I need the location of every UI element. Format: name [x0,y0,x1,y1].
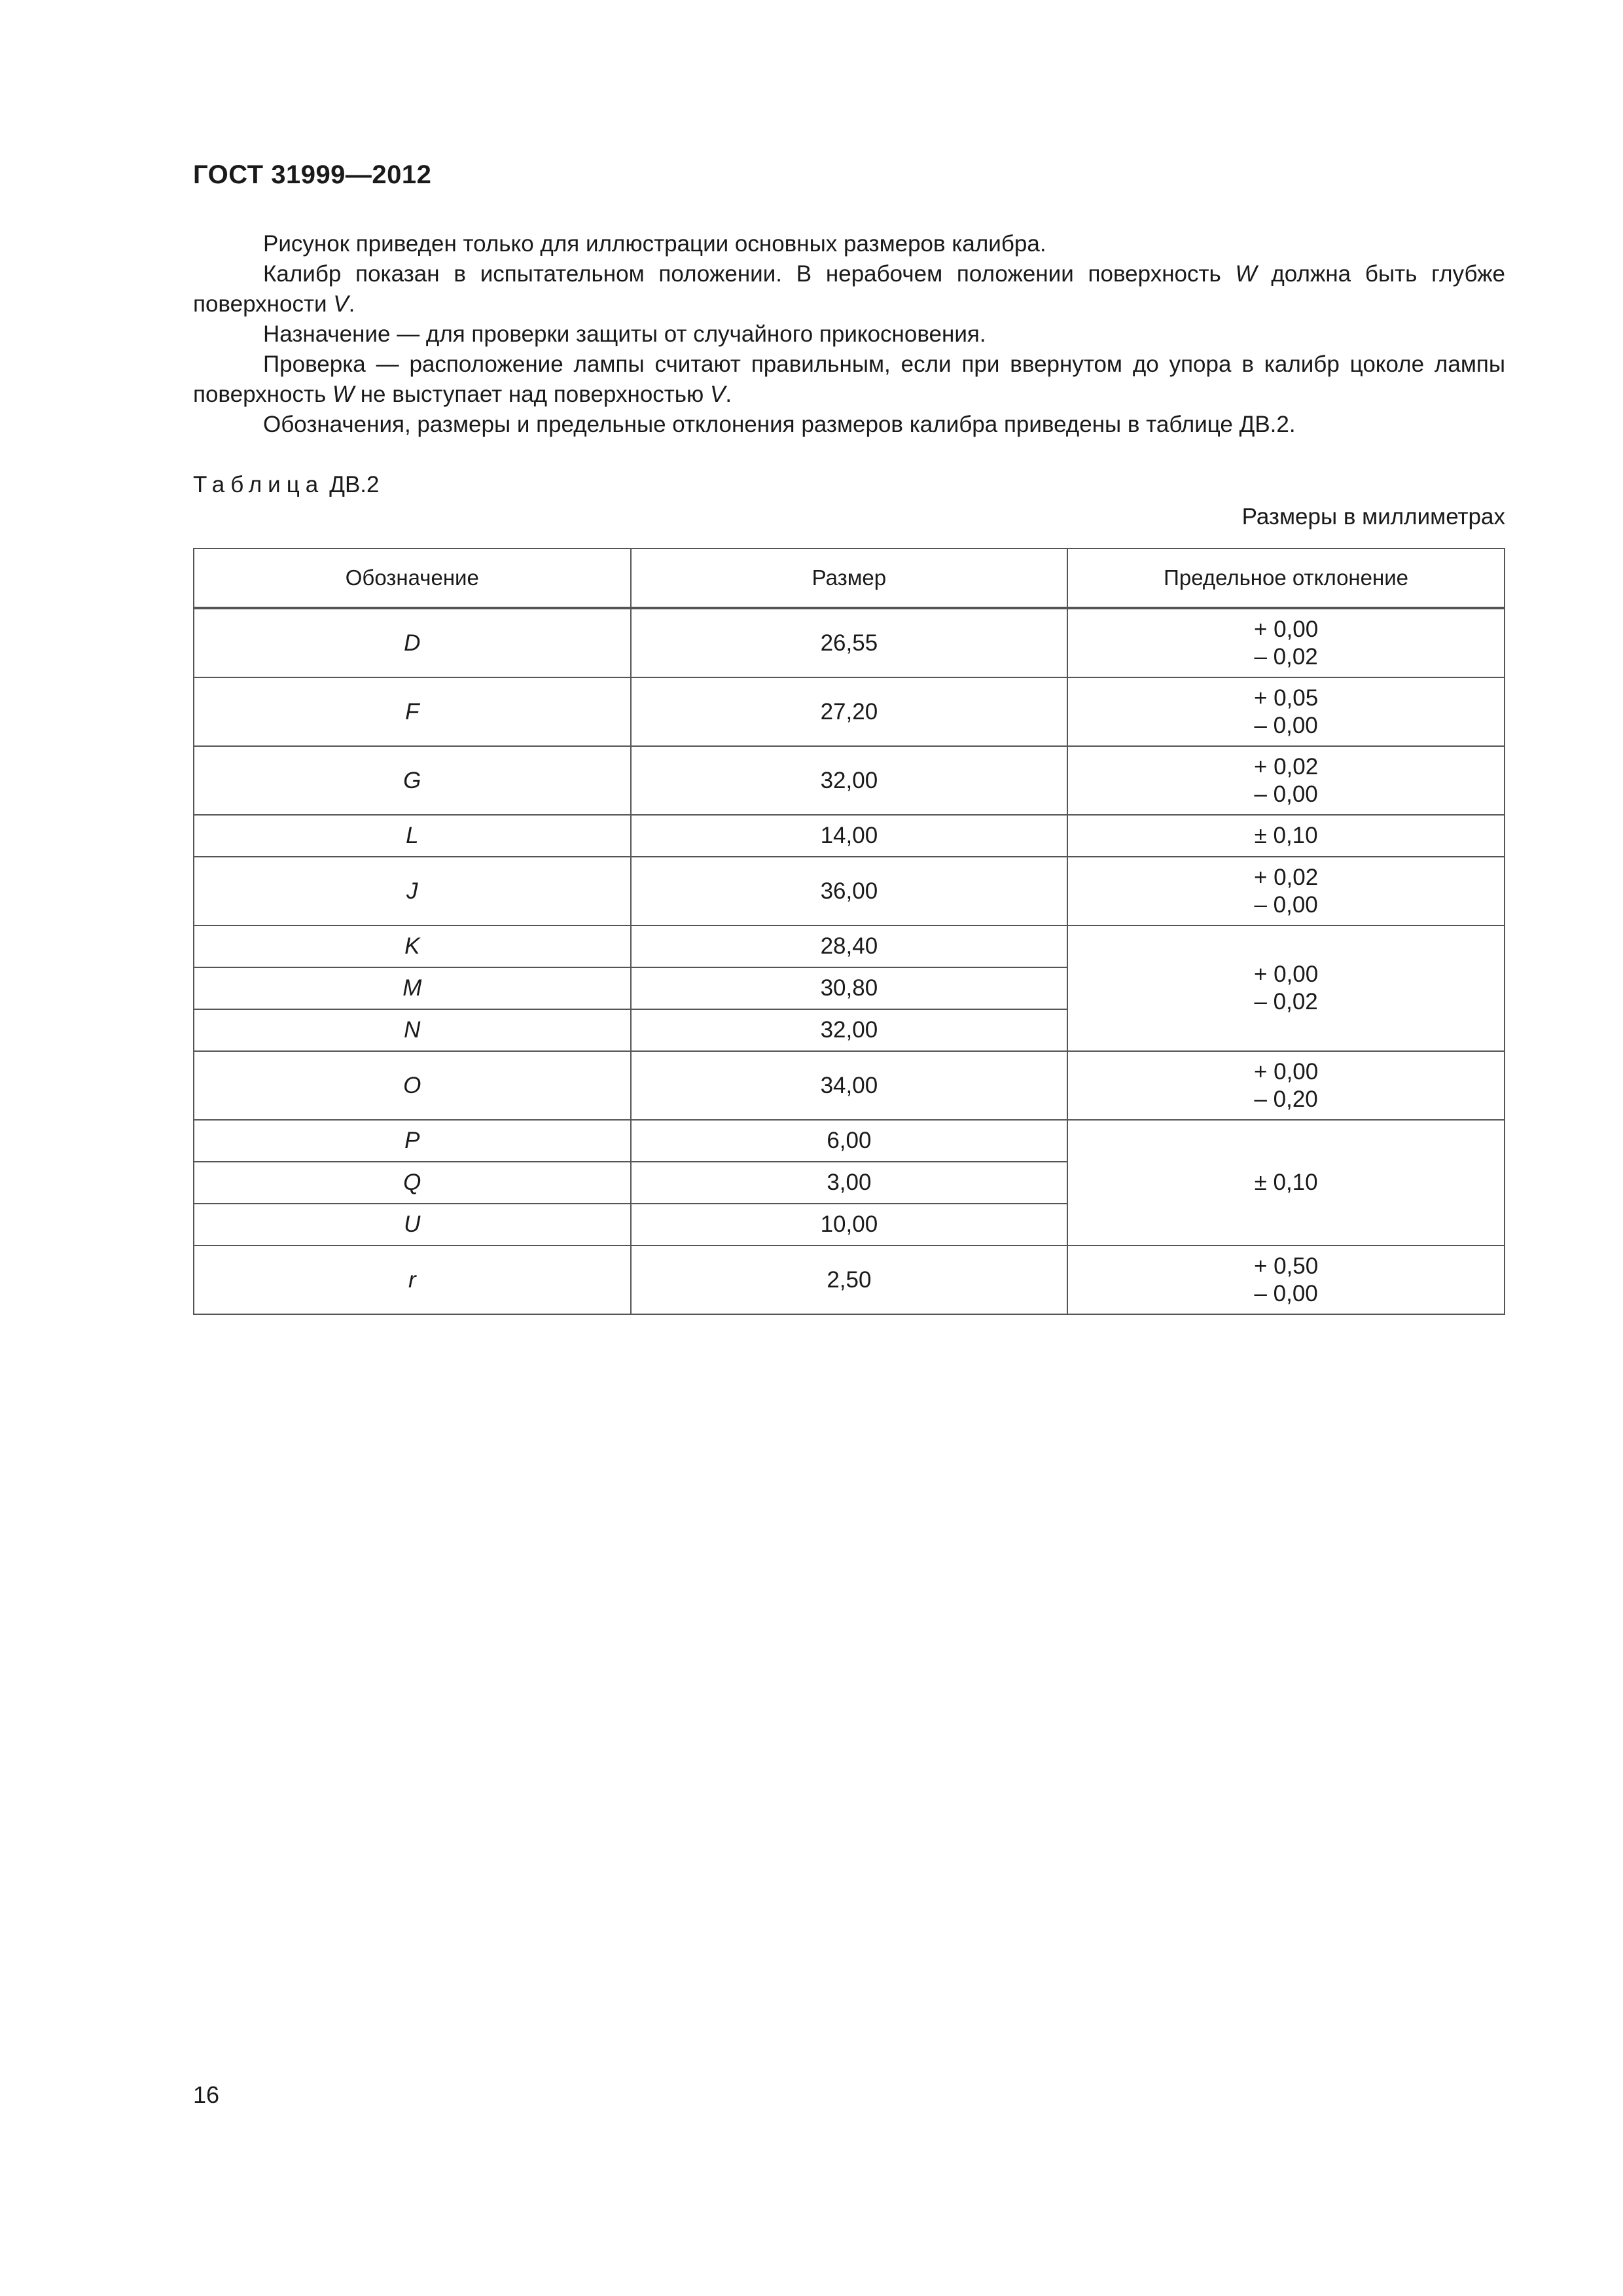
table-row [194,857,1505,925]
symbol-cell: K [194,925,631,967]
table-caption [193,470,379,500]
symbol-w: W [332,382,354,407]
paragraph-1: Рисунок приведен только для иллюстрации основных размеров калибра. [263,231,1046,257]
size-cell: 10,00 [631,1204,1068,1246]
column-header-designation: Обозначение [194,548,631,608]
symbol-cell: L [194,815,631,857]
deviation-cell-group-kmn: + 0,00 – 0,02 [1067,925,1505,1051]
document-header: ГОСТ 31999—2012 [193,160,432,189]
paragraph-5: Обозначения, размеры и предельные отклонения размеров калибра приведены в таблице ДВ.2. [263,412,1296,437]
table-row [194,1246,1505,1314]
table-header-row [194,548,1505,608]
size-cell: 32,00 [631,1009,1068,1051]
size-cell: 26,55 [631,608,1068,677]
table-row [194,925,1505,967]
table-row [194,1120,1505,1162]
deviation-cell: + 0,00 – 0,20 [1067,1051,1505,1120]
deviation-cell: + 0,02 – 0,00 [1067,857,1505,925]
size-cell: 30,80 [631,967,1068,1009]
symbol-cell: G [194,746,631,815]
deviation-cell: ± 0,10 [1067,815,1505,857]
paragraph-4: Проверка — расположение лампы считают правильным, если при ввернутом до упора в калибр цоколе лампы поверхность W не выступает над поверхностью V. [193,351,1505,407]
symbol-cell: U [194,1204,631,1246]
deviation-cell-group-pqu: ± 0,10 [1067,1120,1505,1246]
dimensions-table [193,548,1505,1315]
size-cell: 2,50 [631,1246,1068,1314]
symbol-cell: O [194,1051,631,1120]
size-cell: 14,00 [631,815,1068,857]
symbol-cell: P [194,1120,631,1162]
deviation-cell: + 0,50 – 0,00 [1067,1246,1505,1314]
deviation-cell: + 0,02 – 0,00 [1067,746,1505,815]
paragraph-3: Назначение — для проверки защиты от случайного прикосновения. [263,321,986,347]
size-cell: 28,40 [631,925,1068,967]
symbol-w: W [1235,261,1257,287]
deviation-cell: + 0,05 – 0,00 [1067,677,1505,746]
table-caption-word: Таблица [193,472,325,497]
symbol-v: V [333,291,349,317]
table-row [194,1051,1505,1120]
page-number: 16 [193,2081,220,2108]
table-row [194,746,1505,815]
size-cell: 6,00 [631,1120,1068,1162]
body-text [193,229,1505,440]
size-cell: 27,20 [631,677,1068,746]
size-cell: 36,00 [631,857,1068,925]
symbol-v: V [710,382,726,407]
table-row [194,608,1505,677]
symbol-cell: r [194,1246,631,1314]
symbol-cell: Q [194,1162,631,1204]
table-row [194,815,1505,857]
column-header-deviation: Предельное отклонение [1067,548,1505,608]
table-row [194,677,1505,746]
symbol-cell: D [194,608,631,677]
symbol-cell: N [194,1009,631,1051]
column-header-size: Размер [631,548,1068,608]
deviation-cell: + 0,00 – 0,02 [1067,608,1505,677]
symbol-cell: J [194,857,631,925]
symbol-cell: F [194,677,631,746]
table-caption-id: ДВ.2 [329,472,380,497]
size-cell: 32,00 [631,746,1068,815]
paragraph-2: Калибр показан в испытательном положении. В нерабочем положении поверхность W должна быть глубже поверхности V. [193,261,1506,317]
symbol-cell: M [194,967,631,1009]
size-cell: 34,00 [631,1051,1068,1120]
size-cell: 3,00 [631,1162,1068,1204]
table-units-note: Размеры в миллиметрах [1241,504,1505,529]
